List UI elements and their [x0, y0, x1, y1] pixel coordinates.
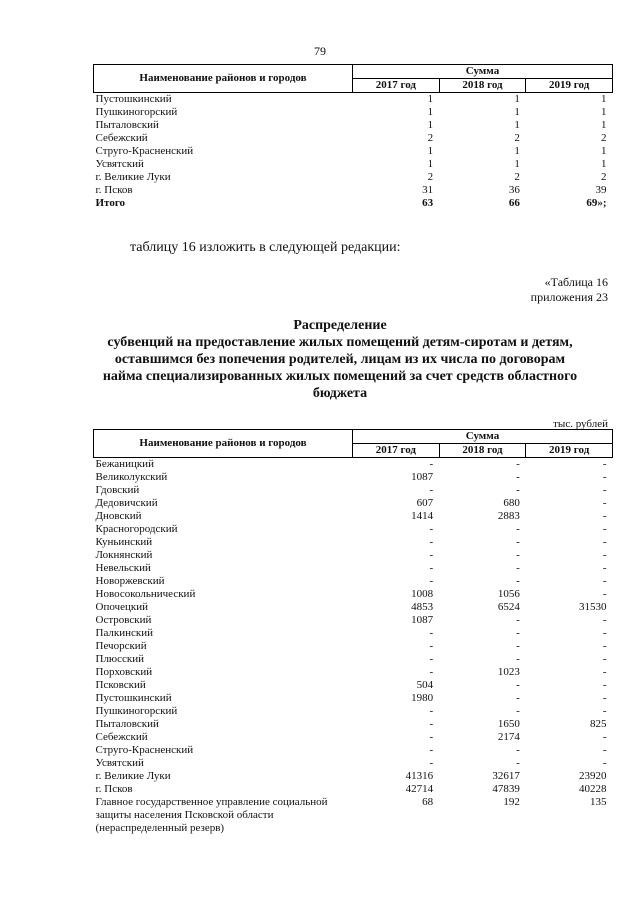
value-cell: - — [516, 458, 520, 470]
table-row — [94, 692, 613, 705]
value-cell: 68 — [422, 796, 434, 808]
header-year: 2017 год — [353, 79, 440, 93]
value-cell: 1 — [601, 119, 607, 131]
value-cell: - — [602, 640, 607, 652]
value-cell: - — [602, 549, 607, 561]
table-row — [94, 549, 613, 562]
district-name: г. Великие Луки — [95, 171, 171, 183]
title-line: оставшимся без попечения родителей, лицам из их числа по договорам — [114, 352, 566, 367]
value-cell: 1 — [427, 145, 434, 157]
reserve-label: Главное государственное управление социальной защиты населения Псковской области (нераспределенный резерв) — [95, 796, 328, 834]
table-row — [94, 588, 613, 601]
value-cell: 1 — [514, 106, 520, 118]
value-cell: - — [516, 679, 520, 691]
table-row — [94, 484, 613, 497]
value-cell: - — [602, 471, 607, 483]
district-name: Пыталовский — [95, 119, 159, 131]
district-name: Струго-Красненский — [95, 145, 194, 157]
value-cell: - — [602, 757, 607, 769]
district-name: г. Псков — [95, 783, 133, 795]
district-name: Куньинский — [95, 536, 153, 548]
table-row — [94, 536, 613, 549]
value-cell: - — [516, 484, 520, 496]
value-cell: - — [602, 614, 607, 626]
table-row — [94, 106, 613, 119]
header-name: Наименование районов и городов — [94, 65, 353, 93]
district-name: Бежаницкий — [95, 458, 154, 470]
header-year: 2019 год — [526, 444, 613, 458]
district-name: Дедовичский — [95, 497, 158, 509]
district-name: Невельский — [95, 562, 151, 574]
table-row — [94, 458, 613, 472]
title-line: бюджета — [312, 386, 368, 401]
district-name: Опочецкий — [95, 601, 148, 613]
value-cell: 2883 — [497, 510, 520, 522]
value-cell: 825 — [590, 718, 607, 730]
title-line: субвенций на предоставление жилых помещений детям-сиротам и детям, — [107, 335, 573, 350]
value-cell: 1650 — [497, 718, 520, 730]
value-cell: 1008 — [411, 588, 434, 600]
header-year: 2017 год — [353, 444, 440, 458]
value-cell: - — [429, 549, 434, 561]
value-cell: - — [602, 705, 607, 717]
table-row — [94, 666, 613, 679]
value-cell: 32617 — [492, 770, 520, 782]
table-row — [94, 145, 613, 158]
district-name: Красногородский — [95, 523, 178, 535]
value-cell: - — [429, 718, 434, 730]
value-cell: - — [602, 510, 607, 522]
value-cell: 1 — [514, 93, 520, 105]
value-cell: - — [516, 692, 520, 704]
header-year: 2018 год — [439, 444, 526, 458]
value-cell: - — [602, 562, 607, 574]
table-row — [94, 158, 613, 171]
table-row — [94, 132, 613, 145]
value-cell: - — [516, 523, 520, 535]
table-row — [94, 640, 613, 653]
district-name: г. Псков — [95, 184, 133, 196]
table-row — [94, 731, 613, 744]
value-cell: 41316 — [405, 770, 434, 782]
document-title — [70, 317, 610, 402]
value-cell: 2 — [514, 132, 520, 144]
table-row — [94, 614, 613, 627]
value-cell: - — [516, 744, 520, 756]
value-cell: 680 — [503, 497, 520, 509]
table-row — [94, 718, 613, 731]
table-row — [94, 770, 613, 783]
value-cell: 39 — [595, 184, 607, 196]
district-name: Пустошкинский — [95, 93, 172, 105]
table-row — [94, 575, 613, 588]
value-cell: 1 — [514, 158, 520, 170]
value-cell: - — [602, 692, 607, 704]
value-cell: 36 — [508, 184, 520, 196]
value-cell: 2 — [601, 171, 607, 183]
value-cell: 504 — [416, 679, 434, 691]
value-cell: - — [516, 536, 520, 548]
value-cell: 1 — [427, 119, 434, 131]
value-cell: - — [429, 575, 434, 587]
header-year: 2019 год — [526, 79, 613, 93]
value-cell: - — [602, 575, 607, 587]
instruction-text: таблицу 16 изложить в следующей редакции: — [130, 240, 401, 255]
page-number: 79 — [314, 44, 326, 58]
district-name: Великолукский — [95, 471, 168, 483]
header-sum: Сумма — [353, 430, 613, 444]
value-cell: 6524 — [497, 601, 520, 613]
title-line: найма специализированных жилых помещений за счет средств областного — [102, 369, 578, 384]
value-cell: - — [602, 731, 607, 743]
value-cell: 1 — [601, 106, 607, 118]
district-name: Пустошкинский — [95, 692, 172, 704]
value-cell: - — [602, 588, 607, 600]
district-name: Печорский — [95, 640, 147, 652]
value-cell: 2174 — [497, 731, 520, 743]
value-cell: 1 — [427, 106, 434, 118]
header-year: 2018 год — [439, 79, 526, 93]
value-cell: 1 — [514, 145, 520, 157]
total-row — [94, 197, 613, 210]
value-cell: - — [602, 523, 607, 535]
district-name: Гдовский — [95, 484, 140, 496]
value-cell: 1 — [427, 158, 434, 170]
header-name: Наименование районов и городов — [94, 430, 353, 458]
value-cell: 607 — [416, 497, 434, 509]
district-name: Себежский — [95, 132, 148, 144]
districts-table-2 — [93, 429, 613, 835]
value-cell: 1414 — [411, 510, 434, 522]
value-cell: - — [602, 679, 607, 691]
value-cell: 31 — [422, 184, 434, 196]
table-row — [94, 601, 613, 614]
value-cell: - — [516, 757, 520, 769]
value-cell: - — [602, 627, 607, 639]
district-name: Усвятский — [95, 158, 144, 170]
district-name: Пушкиногорский — [95, 705, 178, 717]
title-line: Распределение — [293, 318, 387, 333]
value-cell: 47839 — [492, 783, 520, 795]
value-cell: 63 — [422, 197, 434, 209]
table-row — [94, 497, 613, 510]
value-cell: - — [516, 640, 520, 652]
value-cell: - — [516, 549, 520, 561]
value-cell: - — [429, 666, 434, 678]
table-row — [94, 184, 613, 197]
value-cell: 23920 — [579, 770, 607, 782]
value-cell: - — [516, 575, 520, 587]
value-cell: 2 — [427, 171, 434, 183]
value-cell: 69»; — [586, 197, 607, 209]
district-name: Палкинский — [95, 627, 154, 639]
value-cell: 2 — [514, 171, 520, 183]
district-name: Новоржевский — [95, 575, 165, 587]
value-cell: - — [429, 757, 434, 769]
table-row — [94, 744, 613, 757]
table-row — [94, 679, 613, 692]
value-cell: - — [516, 653, 520, 665]
value-cell: 4853 — [411, 601, 434, 613]
value-cell: - — [429, 744, 434, 756]
table-row — [94, 705, 613, 718]
table-ref-line: приложения 23 — [530, 290, 608, 304]
value-cell: - — [429, 458, 434, 470]
table-row — [94, 93, 613, 107]
table-row — [94, 757, 613, 770]
value-cell: - — [429, 705, 434, 717]
reserve-row — [94, 796, 613, 835]
value-cell: 66 — [508, 197, 520, 209]
table-row — [94, 119, 613, 132]
district-name: Струго-Красненский — [95, 744, 194, 756]
value-cell: 1 — [601, 158, 607, 170]
district-name: Пушкиногорский — [95, 106, 178, 118]
value-cell: 1 — [427, 93, 434, 105]
value-cell: - — [429, 484, 434, 496]
value-cell: - — [429, 523, 434, 535]
value-cell: - — [516, 705, 520, 717]
value-cell: - — [516, 562, 520, 574]
value-cell: - — [516, 627, 520, 639]
value-cell: - — [429, 731, 434, 743]
value-cell: 2 — [427, 132, 434, 144]
value-cell: - — [429, 640, 434, 652]
value-cell: 40228 — [579, 783, 607, 795]
value-cell: - — [429, 627, 434, 639]
table-row — [94, 471, 613, 484]
value-cell: - — [602, 484, 607, 496]
value-cell: 135 — [590, 796, 607, 808]
district-name: Дновский — [95, 510, 142, 522]
table-row — [94, 562, 613, 575]
value-cell: - — [429, 562, 434, 574]
value-cell: 1 — [601, 145, 607, 157]
district-name: г. Великие Луки — [95, 770, 171, 782]
value-cell: 42714 — [405, 783, 434, 795]
value-cell: - — [429, 653, 434, 665]
value-cell: - — [602, 536, 607, 548]
total-label: Итого — [95, 197, 126, 209]
value-cell: 1 — [514, 119, 520, 131]
table-row — [94, 510, 613, 523]
value-cell: 1087 — [411, 471, 434, 483]
district-name: Пыталовский — [95, 718, 159, 730]
value-cell: - — [602, 666, 607, 678]
value-cell: - — [602, 744, 607, 756]
district-name: Псковский — [95, 679, 146, 691]
value-cell: - — [602, 653, 607, 665]
district-name: Новосокольнический — [95, 588, 196, 600]
district-name: Порховский — [95, 666, 153, 678]
value-cell: - — [602, 497, 607, 509]
district-name: Локнянский — [95, 549, 153, 561]
value-cell: - — [516, 471, 520, 483]
districts-table-1 — [93, 64, 613, 210]
table-ref-line: «Таблица 16 — [544, 275, 608, 289]
value-cell: 1087 — [411, 614, 434, 626]
district-name: Усвятский — [95, 757, 144, 769]
table-row — [94, 627, 613, 640]
district-name: Островский — [95, 614, 152, 626]
value-cell: 31530 — [579, 601, 607, 613]
table-row — [94, 653, 613, 666]
value-cell: 1023 — [497, 666, 520, 678]
value-cell: 1056 — [497, 588, 520, 600]
header-sum: Сумма — [353, 65, 613, 79]
value-cell: - — [429, 536, 434, 548]
value-cell: - — [516, 614, 520, 626]
value-cell: 192 — [503, 796, 520, 808]
units-label: тыс. рублей — [553, 418, 608, 430]
table-row — [94, 783, 613, 796]
value-cell: 1 — [601, 93, 607, 105]
table-row — [94, 523, 613, 536]
table-row — [94, 171, 613, 184]
value-cell: 1980 — [411, 692, 434, 704]
district-name: Плюсский — [95, 653, 145, 665]
table-reference — [531, 275, 608, 305]
value-cell: 2 — [601, 132, 607, 144]
value-cell: - — [602, 458, 607, 470]
district-name: Себежский — [95, 731, 148, 743]
